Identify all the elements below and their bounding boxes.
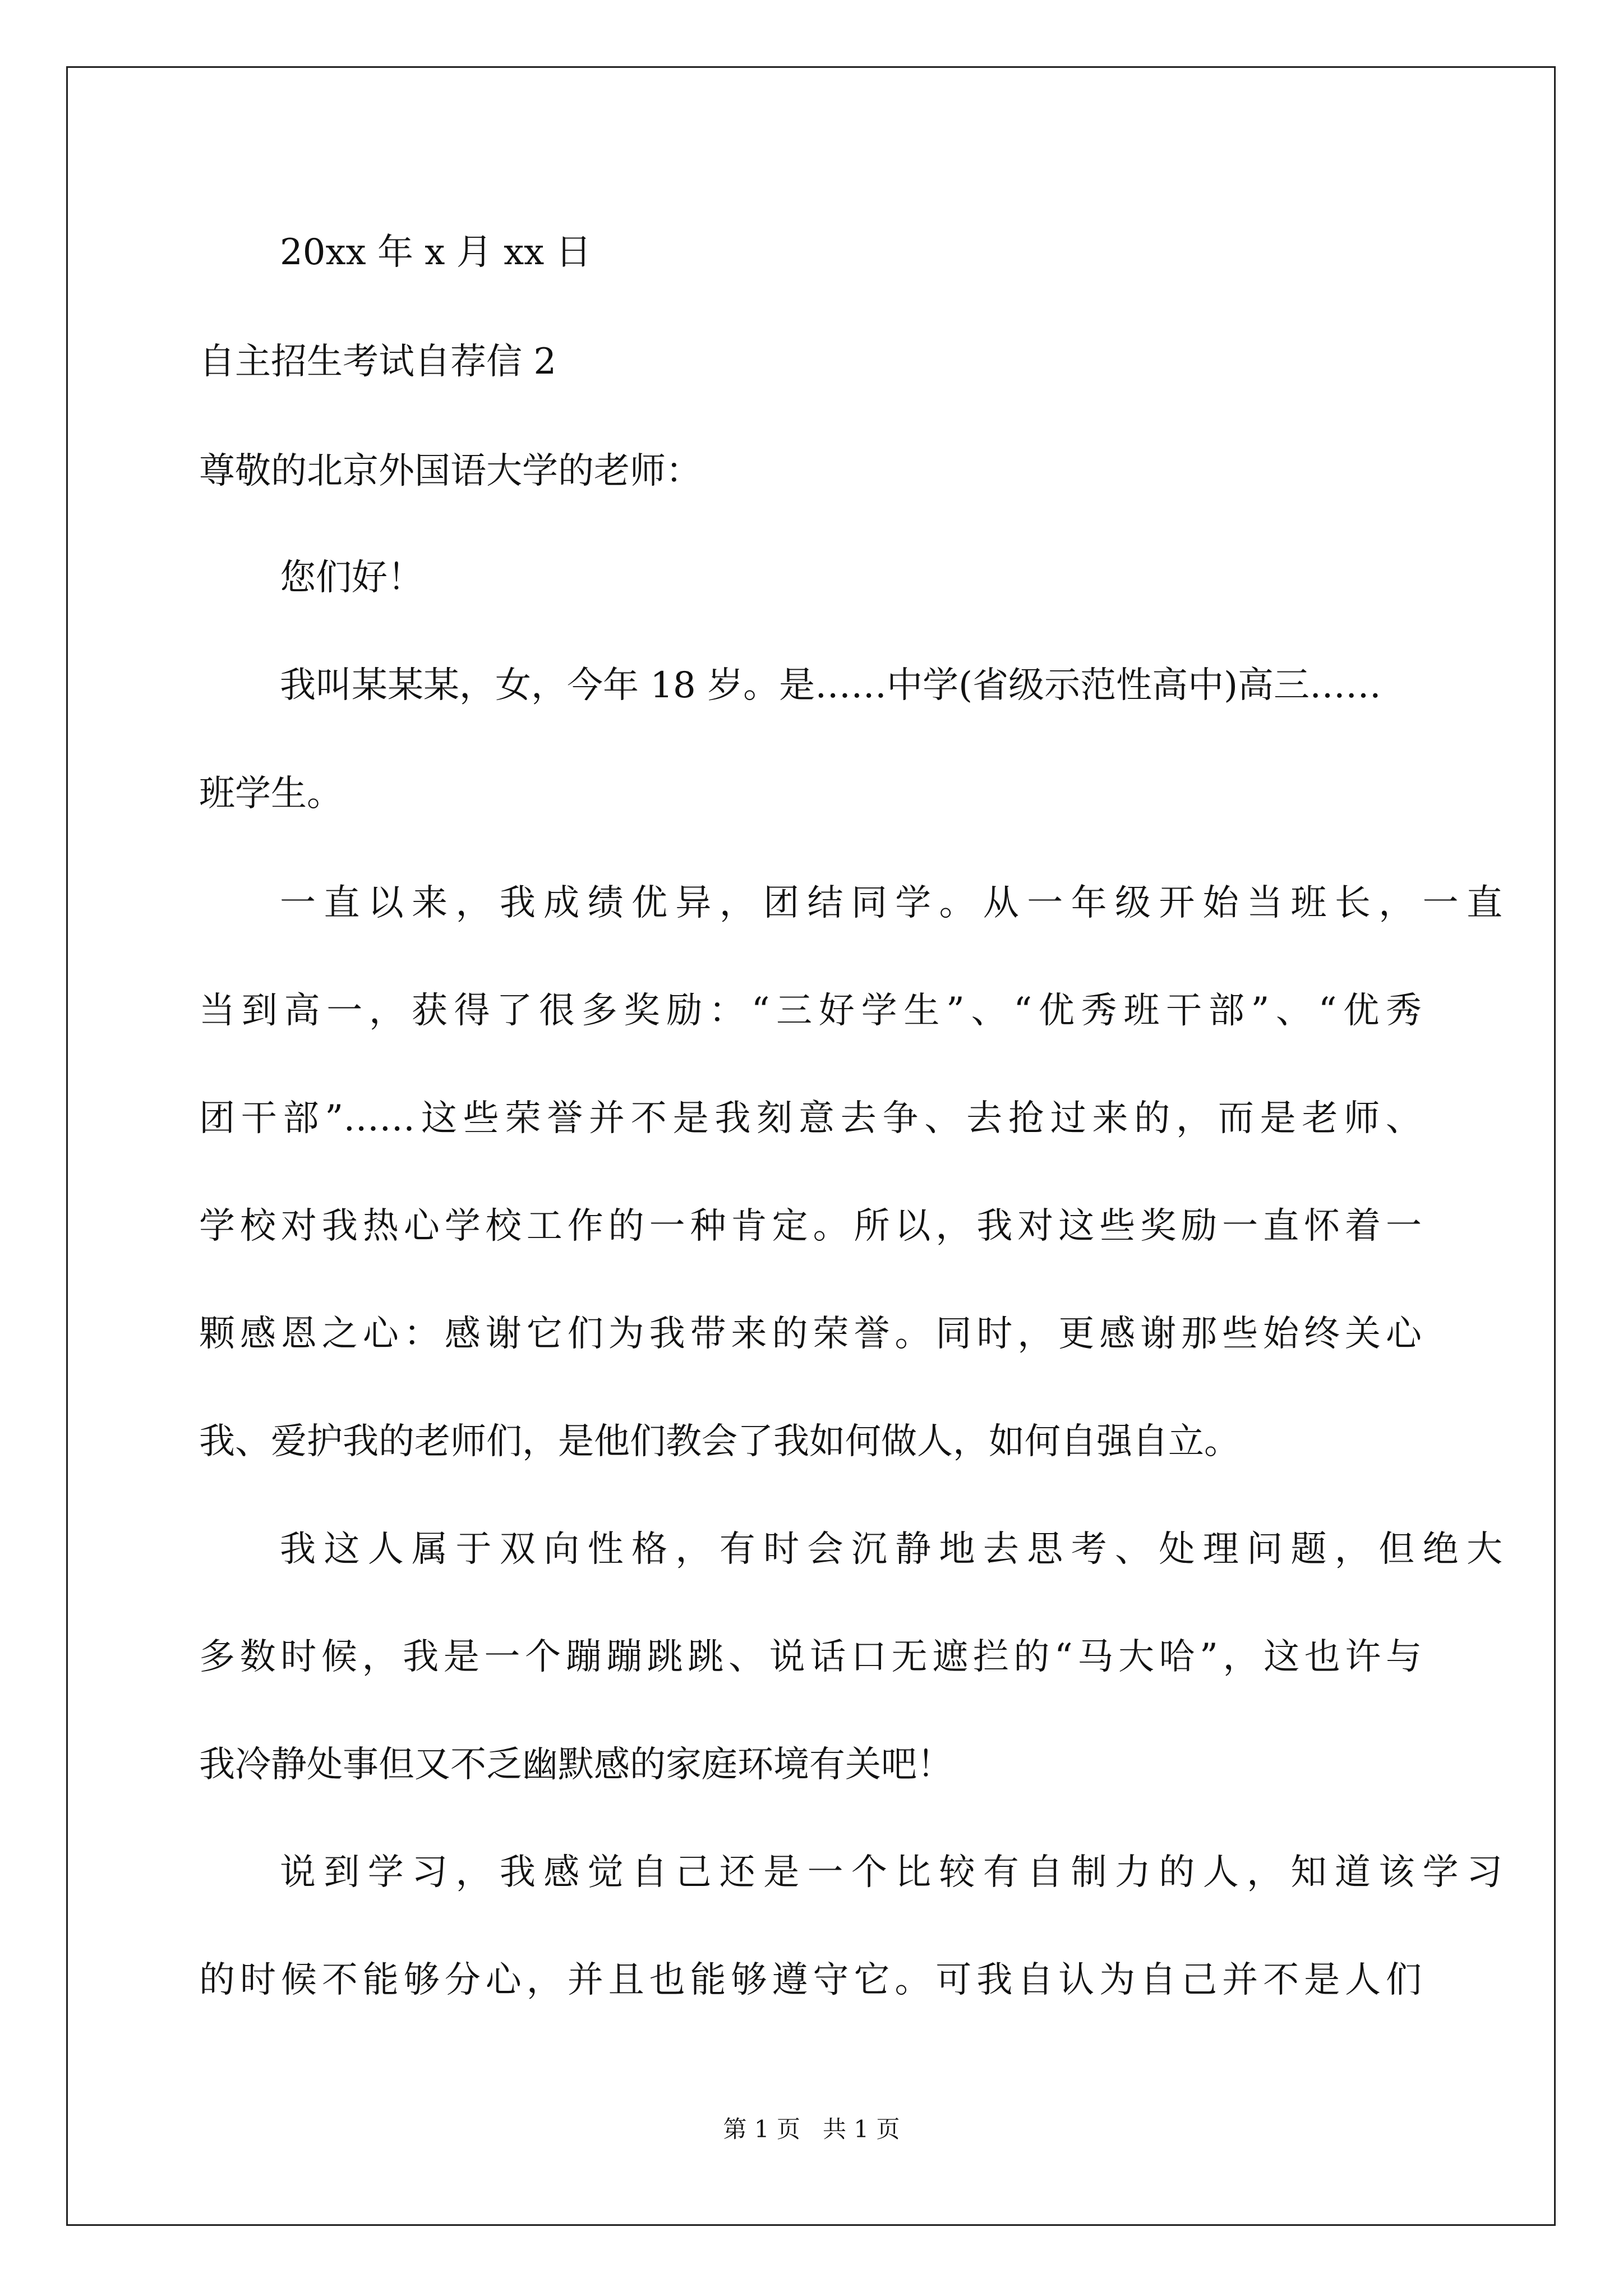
paragraph-line: 我冷静处事但又不乏幽默感的家庭环境有关吧！ — [199, 1744, 953, 1786]
paragraph-line: 当到高一，获得了很多奖励：“三好学生”、“优秀班干部”、“优秀 — [199, 990, 1422, 1032]
paragraph-line: 我叫某某某，女，今年 18 岁。是……中学(省级示范性高中)高三…… — [280, 665, 1382, 706]
page-footer — [0, 2115, 1623, 2144]
page-number: 第 1 页 — [723, 2115, 800, 2143]
paragraph-line: 说到学习，我感觉自己还是一个比较有自制力的人，知道该学习 — [280, 1852, 1502, 1893]
page-border — [66, 66, 1556, 2226]
paragraph-line: 的时候不能够分心，并且也能够遵守它。可我自认为自己并不是人们 — [199, 1959, 1422, 2001]
salutation: 尊敬的北京外国语大学的老师： — [199, 450, 702, 492]
paragraph-line: 颗感恩之心：感谢它们为我带来的荣誉。同时，更感谢那些始终关心 — [199, 1313, 1422, 1355]
paragraph-line: 学校对我热心学校工作的一种肯定。所以，我对这些奖励一直怀着一 — [199, 1205, 1422, 1247]
paragraph-line: 我、爱护我的老师们，是他们教会了我如何做人，如何自强自立。 — [199, 1421, 1240, 1462]
paragraph-line: 团干部”……这些荣誉并不是我刻意去争、去抢过来的，而是老师、 — [199, 1098, 1422, 1139]
paragraph-line: 我这人属于双向性格，有时会沉静地去思考、处理问题，但绝大 — [280, 1529, 1502, 1570]
letter-title: 自主招生考试自荐信 2 — [199, 341, 557, 383]
greeting: 您们好！ — [280, 557, 423, 599]
date-line: 20xx 年 x 月 xx 日 — [280, 232, 592, 273]
paragraph-line: 一直以来，我成绩优异，团结同学。从一年级开始当班长，一直 — [280, 882, 1502, 924]
paragraph-line: 班学生。 — [199, 773, 343, 815]
page-total: 共 1 页 — [823, 2115, 900, 2143]
paragraph-line: 多数时候，我是一个蹦蹦跳跳、说话口无遮拦的“马大哈”，这也许与 — [199, 1636, 1422, 1678]
